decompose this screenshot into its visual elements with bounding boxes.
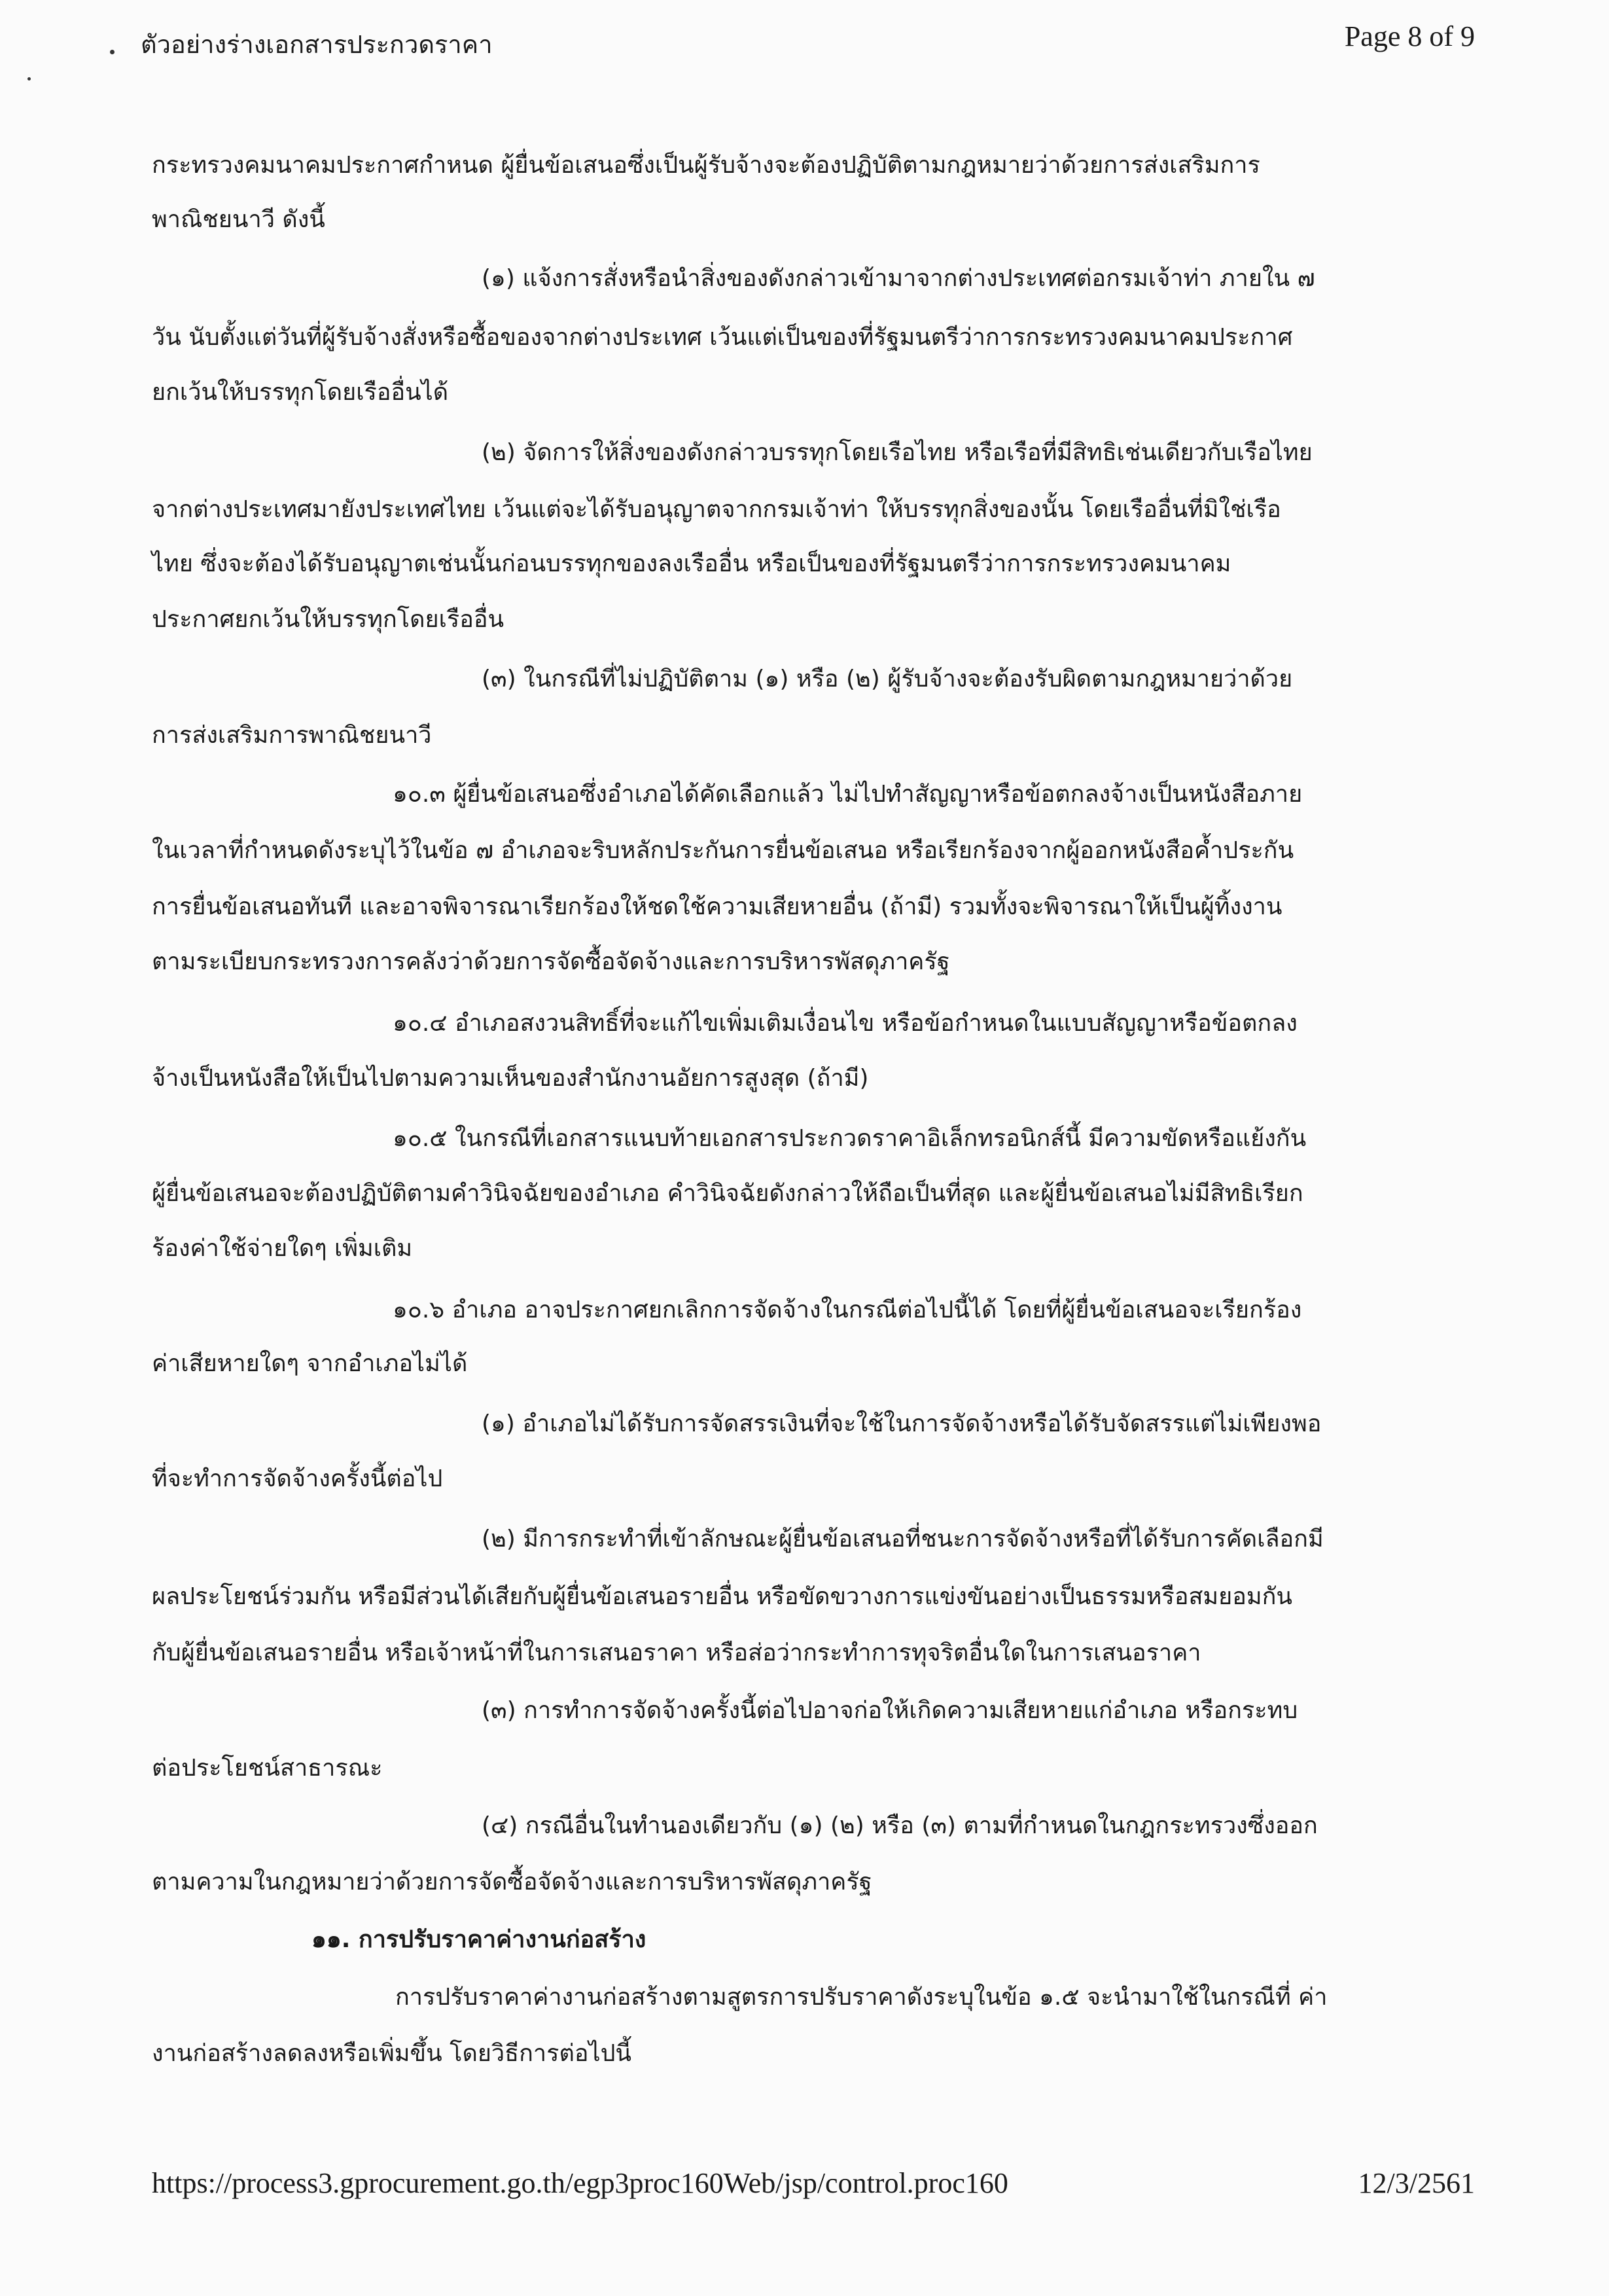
footer-date: 12/3/2561 <box>1358 2167 1475 2199</box>
scan-speck <box>27 77 31 81</box>
body-line: ค่าเสียหายใดๆ จากอำเภอไม่ได้ <box>152 1350 468 1377</box>
body-line: จากต่างประเทศมายังประเทศไทย เว้นแต่จะได้รับอนุญาตจากกรมเจ้าท่า ให้บรรทุกสิ่งของนั้น โดยเรืออื่นที่มิใช่เรือ <box>152 496 1281 523</box>
body-line: ยกเว้นให้บรรทุกโดยเรืออื่นได้ <box>152 379 449 406</box>
body-line: (๑) แจ้งการสั่งหรือนำสิ่งของดังกล่าวเข้ามาจากต่างประเทศต่อกรมเจ้าท่า ภายใน ๗ <box>482 265 1315 292</box>
body-line: (๑) อำเภอไม่ได้รับการจัดสรรเงินที่จะใช้ในการจัดจ้างหรือได้รับจัดสรรแต่ไม่เพียงพอ <box>482 1410 1322 1437</box>
scan-speck <box>110 50 115 54</box>
body-line: พาณิชยนาวี ดังนี้ <box>152 206 325 233</box>
body-line: (๔) กรณีอื่นในทำนองเดียวกับ (๑) (๒) หรือ (๓) ตามที่กำหนดในกฎกระทรวงซึ่งออก <box>482 1812 1318 1839</box>
body-line: ผลประโยชน์ร่วมกัน หรือมีส่วนได้เสียกับผู้ยื่นข้อเสนอรายอื่น หรือขัดขวางการแข่งขันอย่างเป็นธรรมหรือสมยอมกัน <box>152 1583 1292 1610</box>
body-line: จ้างเป็นหนังสือให้เป็นไปตามความเห็นของสำนักงานอัยการสูงสุด (ถ้ามี) <box>152 1065 869 1092</box>
body-line: กระทรวงคมนาคมประกาศกำหนด ผู้ยื่นข้อเสนอซึ่งเป็นผู้รับจ้างจะต้องปฏิบัติตามกฎหมายว่าด้วยการส่งเสริมการ <box>152 152 1260 179</box>
body-line: งานก่อสร้างลดลงหรือเพิ่มขึ้น โดยวิธีการต่อไปนี้ <box>152 2040 632 2067</box>
document-header-title: ตัวอย่างร่างเอกสารประกวดราคา <box>141 30 493 59</box>
body-line: (๒) มีการกระทำที่เข้าลักษณะผู้ยื่นข้อเสนอที่ชนะการจัดจ้างหรือที่ได้รับการคัดเลือกมี <box>482 1526 1324 1552</box>
body-line: ๑๐.๓ ผู้ยื่นข้อเสนอซึ่งอำเภอได้คัดเลือกแล้ว ไม่ไปทำสัญญาหรือข้อตกลงจ้างเป็นหนังสือภาย <box>393 781 1303 808</box>
body-line: กับผู้ยื่นข้อเสนอรายอื่น หรือเจ้าหน้าที่ในการเสนอราคา หรือส่อว่ากระทำการทุจริตอื่นใดในการเสนอราคา <box>152 1640 1201 1666</box>
section-heading: ๑๑. การปรับราคาค่างานก่อสร้าง <box>311 1926 646 1953</box>
footer-url: https://process3.gprocurement.go.th/egp3proc160Web/jsp/control.proc160 <box>152 2167 1008 2199</box>
body-line: ประกาศยกเว้นให้บรรทุกโดยเรืออื่น <box>152 606 504 633</box>
body-line: การปรับราคาค่างานก่อสร้างตามสูตรการปรับราคาดังระบุในข้อ ๑.๕ จะนำมาใช้ในกรณีที่ ค่า <box>395 1984 1328 2011</box>
body-line: การส่งเสริมการพาณิชยนาวี <box>152 722 432 749</box>
page-number: Page 8 of 9 <box>1344 20 1475 52</box>
body-line: ๑๐.๔ อำเภอสงวนสิทธิ์ที่จะแก้ไขเพิ่มเติมเงื่อนไข หรือข้อกำหนดในแบบสัญญาหรือข้อตกลง <box>393 1010 1298 1037</box>
body-line: ๑๐.๖ อำเภอ อาจประกาศยกเลิกการจัดจ้างในกรณีต่อไปนี้ได้ โดยที่ผู้ยื่นข้อเสนอจะเรียกร้อง <box>393 1297 1302 1323</box>
body-line: ในเวลาที่กำหนดดังระบุไว้ในข้อ ๗ อำเภอจะริบหลักประกันการยื่นข้อเสนอ หรือเรียกร้องจากผู้ออกหนังสือค้ำประกัน <box>152 837 1294 864</box>
body-line: ต่อประโยชน์สาธารณะ <box>152 1755 383 1782</box>
body-line: (๓) ในกรณีที่ไม่ปฏิบัติตาม (๑) หรือ (๒) ผู้รับจ้างจะต้องรับผิดตามกฎหมายว่าด้วย <box>482 666 1293 692</box>
body-line: ไทย ซึ่งจะต้องได้รับอนุญาตเช่นนั้นก่อนบรรทุกของลงเรืออื่น หรือเป็นของที่รัฐมนตรีว่าการกระทรวงคมนาคม <box>152 550 1231 577</box>
body-line: (๒) จัดการให้สิ่งของดังกล่าวบรรทุกโดยเรือไทย หรือเรือที่มีสิทธิเช่นเดียวกับเรือไทย <box>482 439 1313 466</box>
body-line: (๓) การทำการจัดจ้างครั้งนี้ต่อไปอาจก่อให้เกิดความเสียหายแก่อำเภอ หรือกระทบ <box>482 1697 1298 1724</box>
body-line: ผู้ยื่นข้อเสนอจะต้องปฏิบัติตามคำวินิจฉัยของอำเภอ คำวินิจฉัยดังกล่าวให้ถือเป็นที่สุด และผู้ยื่นข้อเสนอไม่มีสิทธิเรียก <box>152 1180 1303 1207</box>
body-line: ตามระเบียบกระทรวงการคลังว่าด้วยการจัดซื้อจัดจ้างและการบริหารพัสดุภาครัฐ <box>152 948 950 975</box>
body-line: การยื่นข้อเสนอทันที และอาจพิจารณาเรียกร้องให้ชดใช้ความเสียหายอื่น (ถ้ามี) รวมทั้งจะพิจารณาให้เป็นผู้ทิ้งงาน <box>152 893 1282 920</box>
body-line: ๑๐.๕ ในกรณีที่เอกสารแนบท้ายเอกสารประกวดราคาอิเล็กทรอนิกส์นี้ มีความขัดหรือแย้งกัน <box>393 1125 1307 1152</box>
body-line: ที่จะทำการจัดจ้างครั้งนี้ต่อไป <box>152 1465 443 1492</box>
body-line: ร้องค่าใช้จ่ายใดๆ เพิ่มเติม <box>152 1235 413 1262</box>
body-line: วัน นับตั้งแต่วันที่ผู้รับจ้างสั่งหรือซื้อของจากต่างประเทศ เว้นแต่เป็นของที่รัฐมนตรีว่าการกระทรวงคมนาคมประกาศ <box>152 324 1293 351</box>
body-line: ตามความในกฎหมายว่าด้วยการจัดซื้อจัดจ้างและการบริหารพัสดุภาครัฐ <box>152 1869 872 1895</box>
